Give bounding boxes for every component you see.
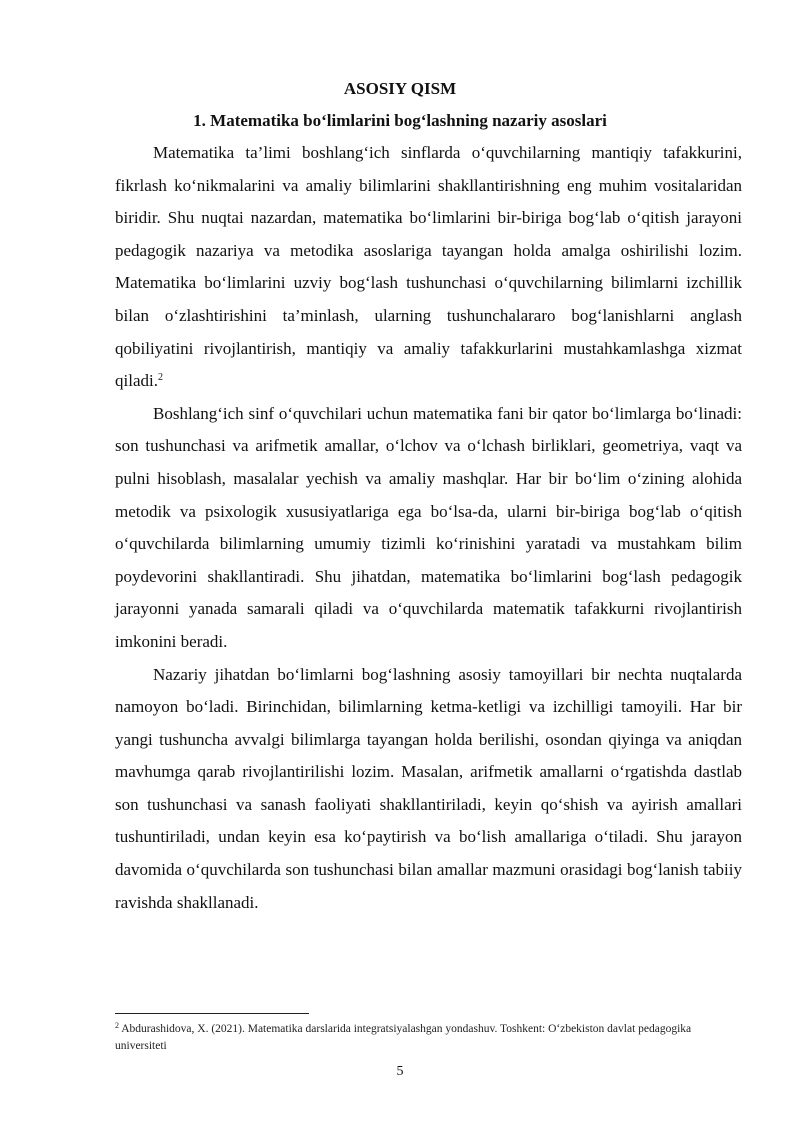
page-number: 5 (396, 1064, 404, 1079)
body-text (115, 137, 742, 919)
footnote-text: Abdurashidova, X. (2021). Matematika darslarida integratsiyalashgan yondashuv. Toshkent: O‘zbekiston davlat pedagogika universiteti (115, 1023, 692, 1052)
paragraph-1 (115, 137, 742, 398)
footnote-number: 2 (115, 1021, 119, 1030)
paragraph-1-text: Matematika ta’limi boshlang‘ich sinflarda o‘quvchilarning mantiqiy tafakkurini, fikrlash ko‘nikmalarini va amaliy bilimlarini shakllantirishning eng muhim vositalaridan biridir. Shu nuqtai nazardan, matematika bo‘limlarini bir-biriga bog‘lab o‘qitish jarayoni pedagogik nazariya va metodika asoslariga tayangan holda amalga oshirilishi lozim. Matematika bo‘limlarini uzviy bog‘lash tushunchasi o‘quvchilarning bilimlarni izchillik bilan o‘zlashtirishini ta’minlash, ularning tushunchalararo bog‘lanishlarni anglash qobiliyatini rivojlantirish, mantiqiy va amaliy tafakkurlarini mustahkamlashga xizmat qiladi. (115, 143, 742, 391)
subsection-title: 1. Matematika bo‘limlarini bog‘lashning nazariy asoslari (193, 111, 607, 130)
section-title: ASOSIY QISM (343, 79, 457, 98)
footnote (115, 1021, 742, 1055)
paragraph-2: Boshlang‘ich sinf o‘quvchilari uchun matematika fani bir qator bo‘limlarga bo‘linadi: son tushunchasi va arifmetik amallar, o‘lchov va o‘lchash birliklari, geometriya, vaqt va pulni hisoblash, masalalar yechish va amaliy mashqlar. Har bir bo‘lim o‘zining alohida metodik va psixologik xususiyatlariga ega bo‘lsa-da, ularni bir-biriga bog‘lab o‘qitish o‘quvchilarda bilimlarning umumiy tizimli ko‘rinishini yaratadi va mustahkam bilim poydevorini shakllantiradi. Shu jihatdan, matematika bo‘limlarini bog‘lash pedagogik jarayonni yanada samarali qiladi va o‘quvchilarda matematik tafakkurni rivojlantirish imkonini beradi. (115, 403, 742, 651)
footnote-reference[interactable]: 2 (157, 372, 163, 384)
paragraph-3: Nazariy jihatdan bo‘limlarni bog‘lashning asosiy tamoyillari bir nechta nuqtalarda namoyon bo‘ladi. Birinchidan, bilimlarning ketma-ketligi va izchilligi tamoyili. Har bir yangi tushuncha avvalgi bilimlarga tayangan holda berilishi, osondan qiyinga va aniqdan mavhumga qarab rivojlantirilishi lozim. Masalan, arifmetik amallarni o‘rgatishda dastlab son tushunchasi va sanash faoliyati shakllantiriladi, keyin qo‘shish va ayirish amallari tushuntiriladi, undan keyin esa ko‘paytirish va bo‘lish amallariga o‘tiladi. Shu jarayon davomida o‘quvchilarda son tushunchasi bilan amallar mazmuni orasidagi bog‘lanish tabiiy ravishda shakllanadi. (115, 664, 742, 912)
footnote-separator (115, 1013, 309, 1014)
